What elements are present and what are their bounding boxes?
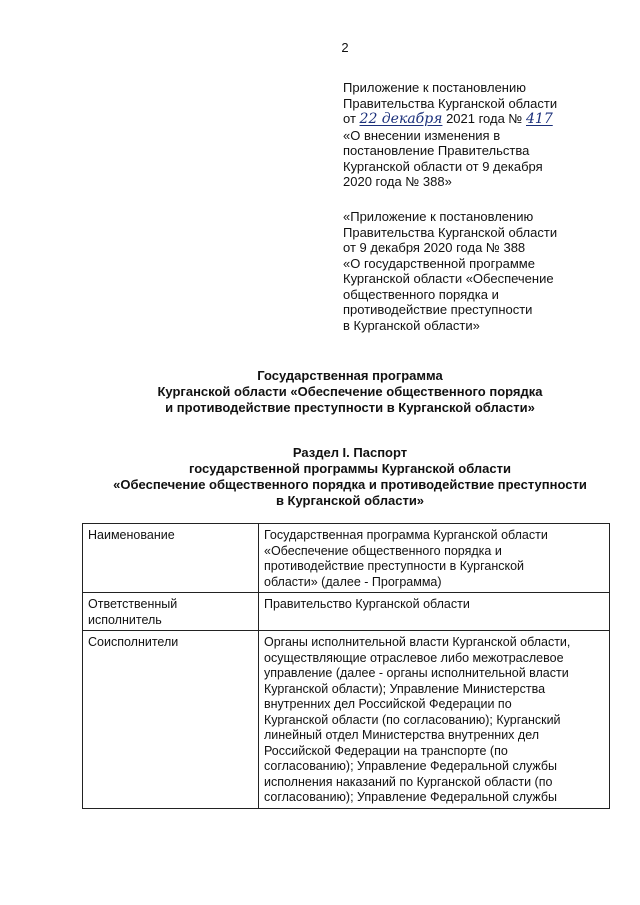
label-line: исполнитель — [88, 612, 162, 627]
program-title-line: и противодействие преступности в Курганской области» — [165, 400, 535, 415]
appendix-orig-line: противодействие преступности — [343, 302, 533, 317]
appendix-line-5: постановление Правительства — [343, 143, 530, 158]
label-line: Соисполнители — [88, 635, 179, 649]
value-line: внутренних дел Российской Федерации по — [264, 697, 512, 711]
row-label — [83, 631, 259, 809]
row-value — [259, 524, 610, 593]
section-title-line: государственной программы Курганской области — [189, 461, 511, 476]
value-line: линейный отдел Министерства внутренних дел — [264, 728, 540, 742]
value-line: противодействие преступности в Курганской — [264, 559, 525, 573]
table-row — [83, 524, 610, 593]
value-line: осуществляющие отраслевое либо межотраслевое — [264, 650, 564, 665]
value-line: согласованию); Управление Федеральной службы — [264, 790, 558, 804]
row-label — [83, 524, 259, 593]
value-line: согласованию); Управление Федеральной службы — [264, 759, 558, 773]
appendix-line-3 — [343, 111, 613, 128]
appendix-date-prefix: от — [343, 111, 356, 126]
appendix-line-2: Правительства Курганской области — [343, 95, 558, 111]
appendix-original-header — [343, 209, 613, 333]
label-line: Ответственный — [88, 597, 178, 611]
value-line: Курганской области (по согласованию); Курганский — [264, 712, 561, 727]
table-row — [83, 631, 610, 809]
appendix-line-6: Курганской области от 9 декабря — [343, 158, 543, 174]
appendix-orig-line: «О государственной программе — [343, 255, 535, 271]
row-label — [83, 593, 259, 631]
value-line: Курганской области); Управление Министерства — [264, 681, 546, 696]
appendix-year: 2021 года № — [446, 111, 523, 126]
value-line: Правительство Курганской области — [264, 597, 470, 611]
program-title-line: Государственная программа — [257, 368, 443, 383]
label-line: Наименование — [88, 528, 175, 542]
appendix-orig-line: общественного порядка и — [343, 286, 499, 302]
program-title-line: Курганской области «Обеспечение общественного порядка — [157, 384, 543, 399]
row-value — [259, 631, 610, 809]
appendix-orig-line: Курганской области «Обеспечение — [343, 271, 554, 286]
appendix-orig-line: от 9 декабря 2020 года № 388 — [343, 240, 526, 255]
appendix-header — [343, 80, 613, 190]
appendix-orig-line: в Курганской области» — [343, 317, 480, 333]
value-line: Органы исполнительной власти Курганской области, — [264, 635, 571, 649]
value-line: области» (далее - Программа) — [264, 574, 442, 589]
appendix-line-1: Приложение к постановлению — [343, 80, 526, 95]
appendix-line-7: 2020 года № 388» — [343, 174, 452, 189]
value-line: Российской Федерации на транспорте (по — [264, 743, 508, 758]
row-value — [259, 593, 610, 631]
table-row — [83, 593, 610, 631]
section-title-line: «Обеспечение общественного порядка и противодействие преступности — [113, 477, 587, 492]
value-line: Государственная программа Курганской области — [264, 528, 548, 542]
appendix-line-4: «О внесении изменения в — [343, 127, 501, 143]
section-title-line: в Курганской области» — [275, 493, 425, 508]
handwritten-number: 417 — [526, 111, 553, 127]
handwritten-date: 22 декабря — [359, 111, 443, 127]
appendix-orig-line: «Приложение к постановлению — [343, 209, 534, 224]
program-title — [30, 368, 640, 416]
value-line: «Обеспечение общественного порядка и — [264, 543, 502, 558]
section-title-line: Раздел I. Паспорт — [292, 445, 408, 460]
section-title — [30, 445, 640, 509]
appendix-orig-line: Правительства Курганской области — [343, 224, 558, 240]
passport-table — [82, 523, 610, 809]
value-line: исполнения наказаний по Курганской области (по — [264, 774, 553, 789]
value-line: управление (далее - органы исполнительной власти — [264, 666, 569, 680]
page-number: 2 — [341, 40, 349, 55]
